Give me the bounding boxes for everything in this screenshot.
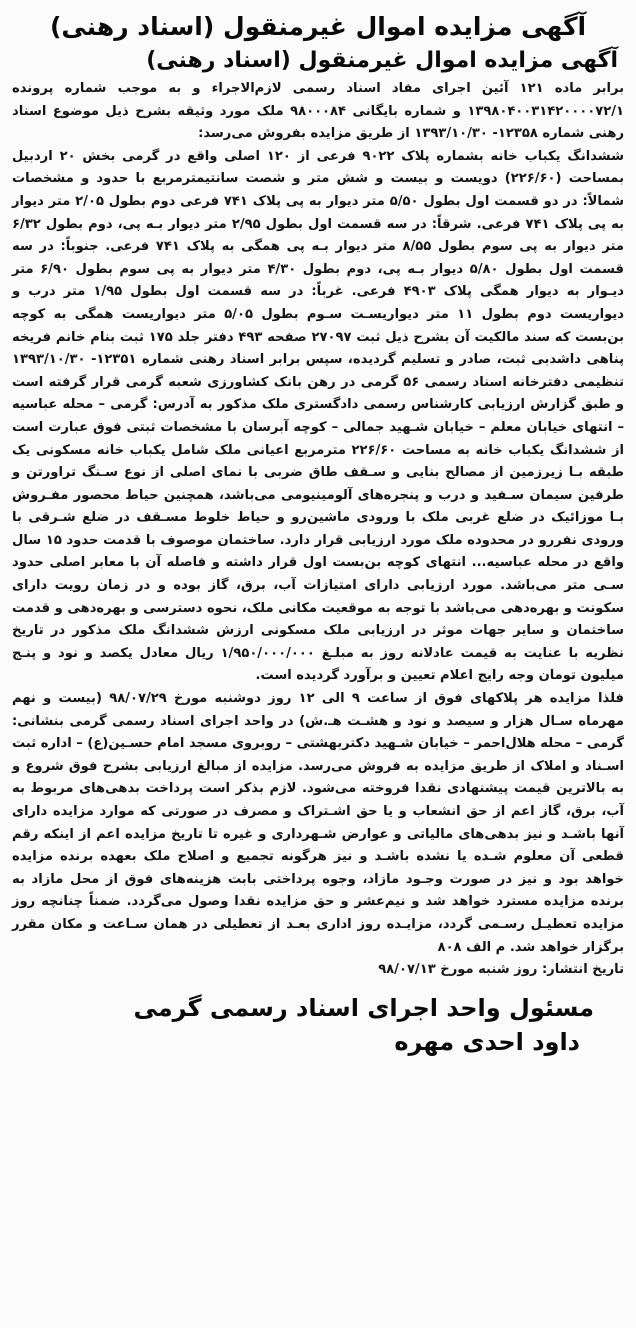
signature-block — [12, 991, 624, 1059]
signatory-name: داود احدی مهره — [394, 1028, 580, 1057]
publication-date: تاریخ انتشار: روز شنبه مورخ ۹۸/۰۷/۱۳ — [378, 962, 624, 978]
intro-paragraph: برابر ماده ۱۲۱ آئین اجرای مفاد اسناد رسمی لازم‌الاجراء و به موجب شماره پرونده ۱۳۹۸۰۴۰۰۳۱۴۲۰۰۰۰۷۲/۱ و شماره بایگانی ۹۸۰۰۰۸۴ ملک مورد وثیقه بشرح ذیل موضوع اسناد رهنی شماره ۱۲۳۵۸- ۱۳۹۳/۱۰/۳۰ از طریق مزایده بفروش می‌رسد: — [12, 81, 625, 142]
auction-conditions: فلذا مزایده هر پلاکهای فوق از ساعت ۹ الی ۱۲ روز دوشنبه مورخ ۹۸/۰۷/۲۹ (بیست و نهم مهرماه سـال هزار و سیصد و نود و هشـت هـ.ش) در واحد اجرای اسناد رسمی گرمی بنشانی: گرمی – محله هلال‌احمر – خیابان شـهید دکتربهشتی – روبروی مسجد امام حسـین(ع) – اداره ثبت اسـناد و املاک از طریق مزایده به فروش می‌رسد. مزایده از مبالغ ارزیابی بشرح فوق شروع و به بالاترین قیمت پیشنهادی نقدا فروخته می‌شود. لازم بذکر است پرداخت بدهی‌های مربوط به آب، برق، گاز اعم از حق انشعاب و یا حق اشـتراک و مصرف در صورتی که موارد مزایده دارای آنها باشـد و نیز بدهی‌های مالیاتی و عوارض شـهرداری و غیره تا تاریخ مزایده اعم از اینکه رقم قطعی آن معلوم شـده یا نشده باشـد و نیز هرگونه تجمیع و اصلاح ملک بعهده برنده مزایده خواهد بود و نیز در صورت وجـود مازاد، وجوه پرداختی بابت هزینه‌های فوق از محل مازاد به برنده مزایده مسترد خواهد شد و نیم‌عشر و حق مزایده نقدا وصول می‌گردد. ضمناً چنانچه روز مزایده تعطیـل رسـمی گردد، مزایـده روز اداری بعـد از تعطیلی در همان سـاعت و مکان مقرر برگزار خواهد شد. م الف ۸۰۸ — [12, 691, 624, 955]
notice-subtitle: آگهی مزایده اموال غیرمنقول (اسناد رهنی) — [146, 48, 618, 73]
notice-title: آگهی مزایده اموال غیرمنقول (اسناد رهنی) — [49, 12, 587, 41]
notice-body — [12, 78, 624, 959]
property-description: ششدانگ یکباب خانه بشماره پلاک ۹۰۲۲ فرعی از ۱۲۰ اصلی واقع در گرمی بخش ۲۰ اردبیل بمساحت (۲۲۶/۶۰) دویست و بیست و شش متر و شصت سانتیمترمربع با حدود و مشخصات شمالاً: در دو قسمت اول بطول ۵/۵۰ متر دیوار به پی پلاک ۷۴۱ فرعی دوم بطول ۲/۰۵ متر دیوار به پی پلاک ۷۴۱ فرعی. شرقاً: در سه قسمت اول بطول ۲/۹۵ متر دیوار بـه پی، دوم بطول ۶/۳۲ متر دیوار به پی سوم بطول ۸/۵۵ متر دیوار بـه پی همگی به پلاک ۷۴۱ فرعی. جنوباً: در سه قسمت اول بطول ۵/۸۰ دیوار بـه پی، دوم بطول ۴/۳۰ متر دیوار به پی سوم بطول ۶/۹۰ متر دیـوار به دیوار همگی پلاک ۴۹۰۳ فرعی. غرباً: در سه قسمت اول بطول ۱/۹۵ متر درب و دیواریست دوم بطول ۱۱ متر دیواریسـت سـوم بطول ۵/۰۵ متر دیواریست همگی به کوچه بن‌بست که سند مالکیت آن بشرح ذیل ثبت ۲۷۰۹۷ صفحه ۴۹۳ دفتر جلد ۱۷۵ ثبت بنام خانم فریخه پناهی داشدبی ثبت، صادر و تسلیم گردیده، سپس برابر اسناد رهنی شماره ۱۲۳۵۱- ۱۳۹۳/۱۰/۳۰ تنظیمی دفترخانه اسناد رسمی ۵۶ گرمی در رهن بانک کشاورزی شعبه گرمی قرار گرفته است و طبق گزارش ارزیابی کارشناس رسمی دادگستری ملک مذکور به آدرس: گرمی – محله عباسیه – انتهای خیابان معلم – خیابان شـهید جمالی – کوچه آبرسان با مشخصات ثبتی فوق عبارت است از ششدانگ یکباب خانه به مساحت ۲۲۶/۶۰ مترمربع اعیانی ملک شامل یکباب خانه مسکونی یک طبقه بـا زیرزمین از مصالح بنایی و سـقف طاق ضربی با نمای اصلی از نوع سـنگ تراورتن و طرفین سیمان سـفید و درب و پنجره‌های آلومینیومی می‌باشد، همچنین حیاط محصور مفـروش بـا موزائیک در ضلع غربی ملک با ورودی ماشین‌رو و حیاط خلوط مسـقف در ضلع شـرقی با ورودی نفررو در محدوده ملک مورد ارزیابی قرار دارد. ساختمان موصوف با قدمت حدود ۱۵ سال واقع در محله عباسیه... انتهای کوچه بن‌بست اول قرار داشته و فاصله آن با معابر اصلی حدود سـی متر می‌باشد. مورد ارزیابی دارای امتیازات آب، برق، گاز بوده و در زمان رویت دارای سکونت و بهره‌دهی می‌باشد با توجه به موقعیت مکانی ملک، نحوه دسترسی و بهره‌دهی و قدمت ساختمان و سایر جهات موثر در ارزیابی ملک مسکونی ارزش ششدانگ ملک مذکور در تاریخ نظریه با عنایت به قیمت عادلانه روز به مبلـغ ۱/۹۵۰/۰۰۰/۰۰۰ ریال معادل یکصد و نود و پنـج میلیون تومان وجه رایج اعلام تعیین و برآورد گردیده است. — [12, 148, 625, 684]
signatory-title: مسئول واحد اجرای اسناد رسمی گرمی — [133, 994, 594, 1023]
